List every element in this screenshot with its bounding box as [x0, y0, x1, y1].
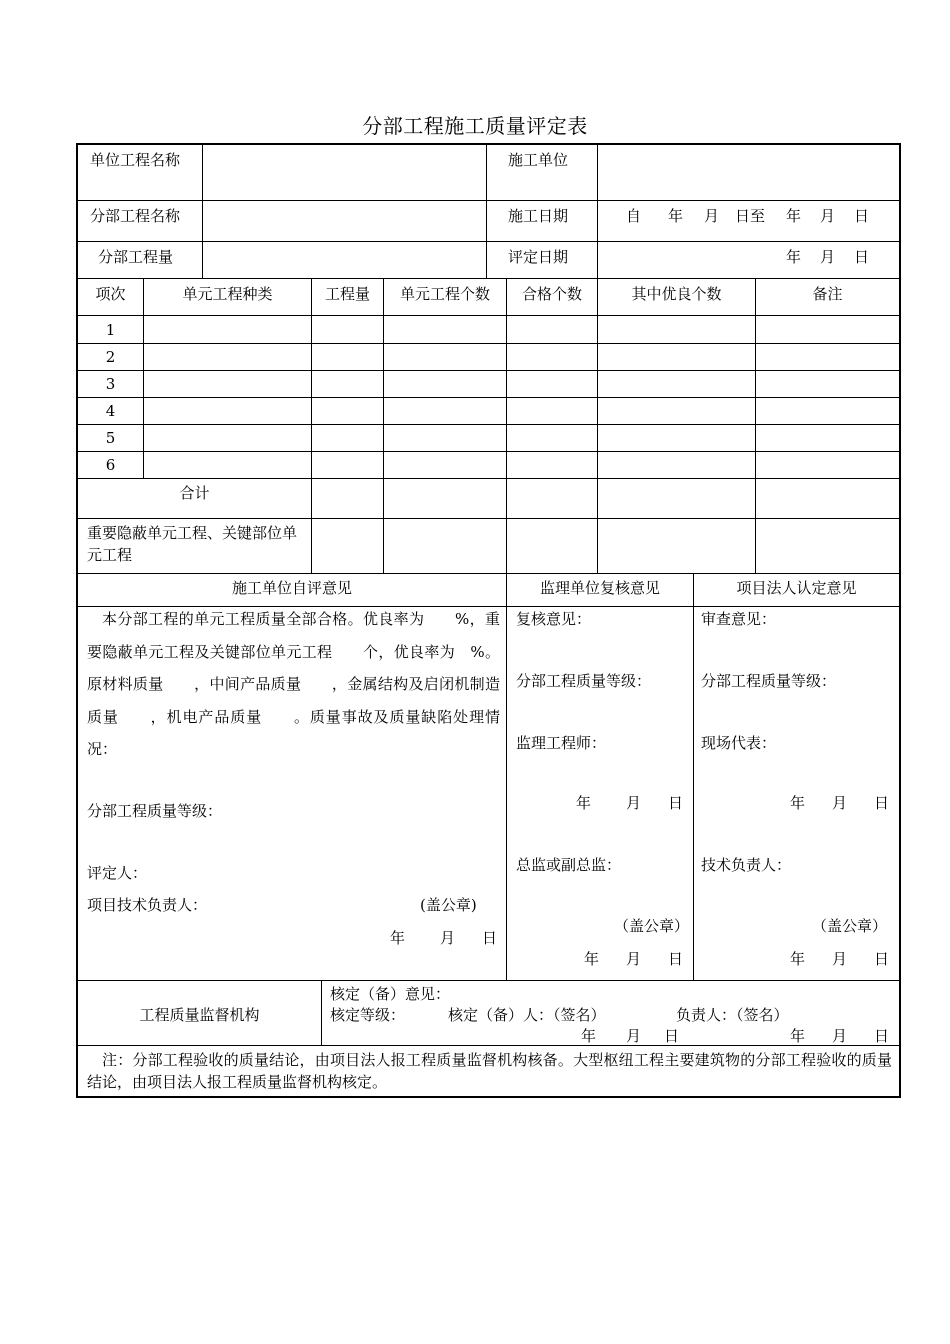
date-day: 日 — [482, 929, 498, 947]
date-day: 日 — [668, 794, 684, 812]
responsible-signature-label: 负责人：（签名） — [676, 1006, 789, 1024]
sub-project-name-label: 分部工程名称 — [90, 207, 181, 225]
date-day-to: 日至 — [735, 207, 766, 225]
date-month: 月 — [704, 207, 720, 225]
date-year: 年 — [790, 794, 806, 812]
examination-opinion-label: 审查意见： — [701, 610, 777, 628]
divider — [78, 573, 899, 574]
tech-lead-label: 项目技术负责人： — [87, 896, 208, 914]
approver-signature-label: 核定（备）人：（签名） — [448, 1006, 606, 1024]
seal-label: （盖公章） — [812, 917, 888, 935]
divider — [486, 145, 487, 278]
divider — [597, 278, 598, 573]
supervision-review-header: 监理单位复核意见 — [539, 579, 660, 597]
technical-lead-label: 技术负责人： — [701, 856, 792, 874]
supervision-agency-label: 工程质量监督机构 — [139, 1006, 260, 1024]
row-number: 6 — [105, 456, 116, 474]
date-day: 日 — [668, 950, 684, 968]
date-day: 日 — [854, 248, 870, 266]
supervision-grade-label: 分部工程质量等级： — [516, 672, 652, 690]
page-title: 分部工程施工质量评定表 — [362, 114, 588, 138]
total-label: 合计 — [179, 484, 210, 502]
date-year: 年 — [668, 207, 684, 225]
seal-label: (盖公章) — [420, 896, 477, 914]
row-number: 5 — [105, 429, 116, 447]
row-number: 2 — [105, 348, 116, 366]
approval-opinion-label: 核定（备）意见： — [330, 985, 451, 1003]
divider — [78, 315, 899, 316]
divider — [78, 424, 899, 425]
divider — [506, 278, 507, 573]
divider — [78, 478, 899, 479]
owner-approval-header: 项目法人认定意见 — [736, 579, 857, 597]
review-opinion-label: 复核意见： — [516, 610, 592, 628]
divider — [78, 343, 899, 344]
date-month: 月 — [820, 207, 836, 225]
chief-supervisor-label: 总监或副总监： — [516, 856, 622, 874]
divider — [78, 278, 899, 279]
row-number: 4 — [105, 402, 116, 420]
divider — [78, 518, 899, 519]
construction-unit-label: 施工单位 — [508, 151, 569, 169]
divider — [383, 278, 384, 573]
unit-project-name-label: 单位工程名称 — [90, 151, 181, 169]
date-day: 日 — [664, 1027, 680, 1045]
evaluator-label: 评定人： — [87, 864, 148, 882]
divider — [506, 573, 507, 980]
date-month: 月 — [832, 950, 848, 968]
date-day: 日 — [874, 794, 890, 812]
evaluation-form — [76, 143, 901, 1098]
date-day: 日 — [874, 1027, 890, 1045]
divider — [143, 278, 144, 478]
date-month: 月 — [440, 929, 456, 947]
date-from: 自 — [626, 207, 642, 225]
key-units-label: 重要隐蔽单元工程、关键部位单元工程 — [87, 524, 298, 564]
date-month: 月 — [832, 794, 848, 812]
date-year: 年 — [390, 929, 406, 947]
supervising-engineer-label: 监理工程师： — [516, 734, 607, 752]
sub-project-quantity-label: 分部工程量 — [98, 248, 174, 266]
column-header: 合格个数 — [521, 285, 582, 303]
divider — [78, 370, 899, 371]
owner-grade-label: 分部工程质量等级： — [701, 672, 837, 690]
date-day: 日 — [874, 950, 890, 968]
divider — [321, 980, 322, 1045]
divider — [78, 451, 899, 452]
column-header: 单元工程个数 — [399, 285, 490, 303]
divider — [597, 145, 598, 278]
column-header: 单元工程种类 — [182, 285, 273, 303]
seal-label: （盖公章） — [614, 917, 690, 935]
row-number: 3 — [105, 375, 116, 393]
approval-grade-label: 核定等级： — [330, 1006, 406, 1024]
date-day: 日 — [854, 207, 870, 225]
column-header: 备注 — [812, 285, 843, 303]
column-header: 工程量 — [324, 285, 370, 303]
footnote: 注：分部工程验收的质量结论，由项目法人报工程质量监督机构核备。大型枢纽工程主要建筑物的分部工程验收的质量结论，由项目法人报工程质量监督机构核定。 — [87, 1051, 892, 1091]
date-month: 月 — [820, 248, 836, 266]
divider — [78, 397, 899, 398]
date-year: 年 — [790, 950, 806, 968]
date-month: 月 — [626, 1027, 642, 1045]
construction-self-eval-header: 施工单位自评意见 — [231, 579, 352, 597]
date-year: 年 — [790, 1027, 806, 1045]
self-eval-grade-label: 分部工程质量等级： — [87, 802, 223, 820]
divider — [202, 145, 203, 278]
site-representative-label: 现场代表： — [701, 734, 777, 752]
date-year: 年 — [584, 950, 600, 968]
date-month: 月 — [626, 794, 642, 812]
date-year: 年 — [581, 1027, 597, 1045]
divider — [755, 278, 756, 573]
divider — [311, 278, 312, 573]
date-month: 月 — [832, 1027, 848, 1045]
divider — [78, 1045, 899, 1046]
date-year: 年 — [786, 248, 802, 266]
date-month: 月 — [626, 950, 642, 968]
date-year: 年 — [786, 207, 802, 225]
date-year: 年 — [576, 794, 592, 812]
divider — [693, 573, 694, 980]
construction-date-label: 施工日期 — [508, 207, 569, 225]
column-header: 项次 — [95, 285, 126, 303]
evaluation-date-label: 评定日期 — [508, 248, 569, 266]
row-number: 1 — [105, 321, 116, 339]
self-eval-paragraph: 本分部工程的单元工程质量全部合格。优良率为 %，重要隐蔽单元工程及关键部位单元工程 个，优良率为 %。原材料质量 ，中间产品质量 ，金属结构及启闭机制造质量 ，机电产品质量 。质量事故及质量缺陷处理情况： — [87, 610, 500, 758]
column-header: 其中优良个数 — [631, 285, 722, 303]
divider — [78, 980, 899, 981]
